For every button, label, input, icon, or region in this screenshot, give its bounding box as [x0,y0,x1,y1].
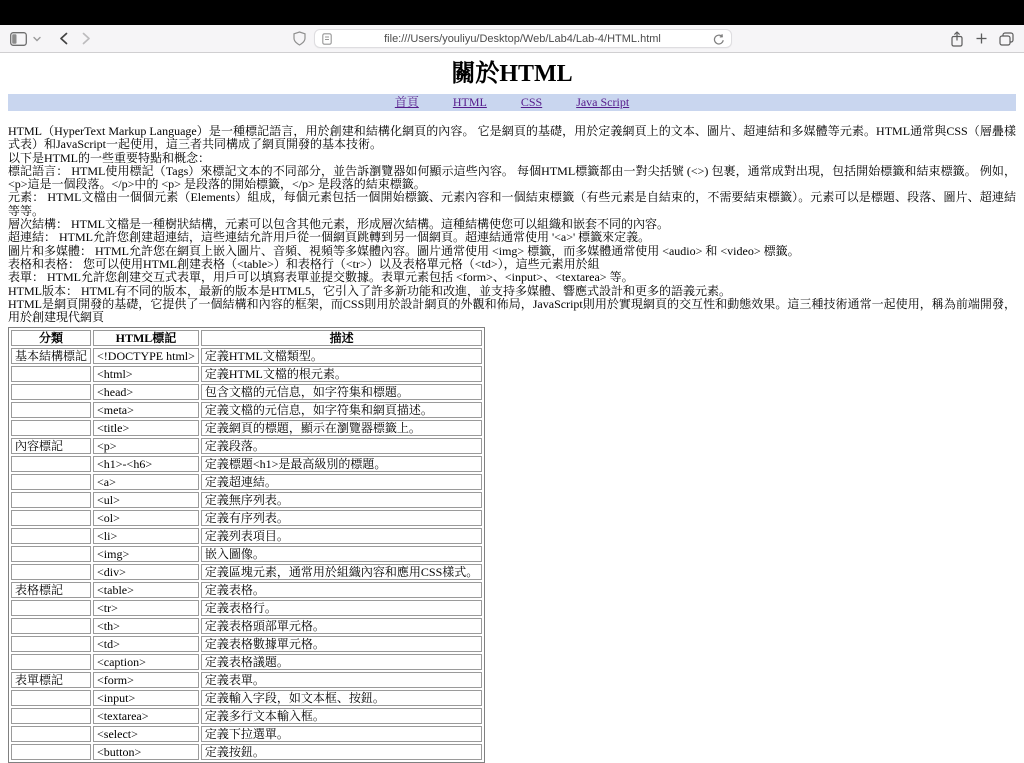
description-cell: 包含文檔的元信息，如字符集和標題。 [201,384,482,400]
tag-cell: <form> [93,672,199,688]
paragraph: 表單： HTML允許您創建交互式表單，用戶可以填寫表單並提交數據。表單元素包括 <form>、<input>、<textarea> 等。 [8,270,634,285]
tag-cell: <textarea> [93,708,199,724]
tag-cell: <a> [93,474,199,490]
category-cell [11,726,91,742]
category-cell [11,600,91,616]
category-cell [11,618,91,634]
tag-cell: <th> [93,618,199,634]
table-row [11,618,482,634]
share-icon [950,31,964,47]
nav-bar [8,94,1016,111]
category-cell [11,456,91,472]
back-button[interactable] [59,32,68,45]
description-cell: 定義標題<h1>是最高級別的標題。 [201,456,482,472]
description-cell: 定義段落。 [201,438,482,454]
menubar-strip [0,0,1024,25]
nav-link-html[interactable]: HTML [452,95,487,109]
paragraph: 表格和表格： 您可以使用HTML創建表格（<table>）和表格行（<tr>）以及表格單元格（<td>），這些元素用於組 [8,256,600,271]
description-cell: 定義表格議題。 [201,654,482,670]
nav-arrows [59,32,91,45]
category-cell [11,744,91,760]
reload-button[interactable] [713,33,725,46]
paragraph: 超連結： HTML允許您創建超連結，這些連結允許用戶從一個網頁跳轉到另一個網頁。超連結通常使用 '<a>' 標籤來定義。 [8,230,651,245]
description-cell: 定義多行文本輸入框。 [201,708,482,724]
description-cell: 定義表格頭部單元格。 [201,618,482,634]
category-cell [11,510,91,526]
category-cell [11,708,91,724]
address-bar[interactable] [314,29,732,48]
table-row [11,420,482,436]
tab-overview-button[interactable] [999,32,1014,46]
description-cell: 定義列表項目。 [201,528,482,544]
tag-cell: <ul> [93,492,199,508]
table-row [11,384,482,400]
table-row [11,492,482,508]
description-cell: 定義無序列表。 [201,492,482,508]
category-cell [11,546,91,562]
tag-cell: <button> [93,744,199,760]
description-cell: 定義輸入字段，如文本框、按鈕。 [201,690,482,706]
paragraph: 標記語言： HTML使用標記（Tags）來標記文本的不同部分，並告訴瀏覽器如何顯示這些內容。 每個HTML標籤都由一對尖括號 (<>) 包裹，通常成對出現，包括開始標籤和結束標籤。 例如，<p>這是一個段落。</p>中的 <p> 是段落的開始標籤，</p> 是段落的結束標籤。 [8,163,1016,192]
sidebar-toggle-button[interactable] [10,32,27,46]
table-row [11,546,482,562]
toolbar-left-group [10,32,280,46]
tag-cell: <td> [93,636,199,652]
tab-overview-icon [999,32,1014,46]
table-row [11,348,482,364]
description-cell: 定義有序列表。 [201,510,482,526]
nav-link-javascript[interactable]: Java Script [576,95,630,109]
description-cell: 定義HTML文檔的根元素。 [201,366,482,382]
privacy-shield-icon [293,31,306,46]
description-cell: 定義文檔的元信息，如字符集和網頁描述。 [201,402,482,418]
category-cell: 內容標記 [11,438,91,454]
table-row [11,438,482,454]
table-row [11,402,482,418]
column-header-category: 分類 [11,330,91,346]
table-row [11,582,482,598]
description-cell: 定義超連結。 [201,474,482,490]
paragraph: HTML是網頁開發的基礎，它提供了一個結構和內容的框架，而CSS則用於設計網頁的外觀和佈局，JavaScript則用於實現網頁的交互性和動態效果。這三種技術通常一起使用，稱為前端開發，用於創建現代網頁 [8,296,1016,325]
tag-cell: <ol> [93,510,199,526]
plus-icon [975,32,988,45]
table-row [11,744,482,760]
description-cell: 定義區塊元素，通常用於組織內容和應用CSS樣式。 [201,564,482,580]
tag-cell: <title> [93,420,199,436]
chevron-down-icon [33,36,41,42]
paragraph: 元素： HTML文檔由一個個元素（Elements）組成，每個元素包括一個開始標籤、元素內容和一個結束標籤（有些元素是自結束的，不需要結束標籤）。元素可以是標題、段落、圖片、超連結等等。 [8,190,1016,218]
paragraph: 層次結構： HTML文檔是一種樹狀結構，元素可以包含其他元素，形成層次結構。這種結構使您可以組織和嵌套不同的內容。 [8,217,670,232]
table-row [11,636,482,652]
description-cell: 定義下拉選單。 [201,726,482,742]
table-row [11,528,482,544]
tag-cell: <tr> [93,600,199,616]
tag-cell: <div> [93,564,199,580]
table-row [11,366,482,382]
category-cell [11,402,91,418]
page-title: 關於HTML [451,61,573,87]
category-cell [11,420,91,436]
forward-button[interactable] [82,32,91,45]
url-text: file:///Users/youliyu/Desktop/Web/Lab4/Lab-4/HTML.html [384,32,661,45]
table-row [11,456,482,472]
column-header-tag: HTML標記 [93,330,199,346]
category-cell: 表格標記 [11,582,91,598]
tag-cell: <input> [93,690,199,706]
table-row [11,726,482,742]
tag-cell: <caption> [93,654,199,670]
browser-toolbar [0,25,1024,53]
page-document-icon[interactable] [322,33,332,45]
category-cell [11,564,91,580]
nav-link-home[interactable]: 首頁 [394,95,419,109]
toolbar-right-group [744,31,1014,47]
table-row [11,708,482,724]
category-cell [11,528,91,544]
column-header-description: 描述 [201,330,482,346]
html-tag-table [8,327,485,763]
tag-table-body [11,348,482,760]
category-cell [11,474,91,490]
category-cell [11,690,91,706]
tag-cell: <meta> [93,402,199,418]
tag-cell: <!DOCTYPE html> [93,348,199,364]
table-row [11,564,482,580]
chevron-right-icon [82,32,91,45]
table-row [11,600,482,616]
category-cell: 表單標記 [11,672,91,688]
privacy-report-button[interactable] [293,31,306,46]
category-cell [11,384,91,400]
description-cell: 定義HTML文檔類型。 [201,348,482,364]
description-cell: 定義表單。 [201,672,482,688]
description-cell: 定義表格行。 [201,600,482,616]
paragraph: 以下是HTML的一些重要特點和概念： [8,150,210,165]
tag-cell: <html> [93,366,199,382]
new-tab-button[interactable] [975,32,988,45]
toolbar-center-group [280,29,744,48]
category-cell [11,654,91,670]
description-cell: 嵌入圖像。 [201,546,482,562]
table-row [11,654,482,670]
paragraph: HTML版本： HTML有不同的版本，最新的版本是HTML5，它引入了許多新功能和改進，並支持多媒體、響應式設計和更多的語義元素。 [8,283,731,298]
intro-paragraphs [8,125,1016,324]
tag-cell: <img> [93,546,199,562]
tag-cell: <select> [93,726,199,742]
paragraph: 圖片和多媒體： HTML允許您在網頁上嵌入圖片、音頻、視頻等多媒體內容。圖片通常使用 <img> 標籤，而多媒體通常使用 <audio> 和 <video> 標籤。 [8,243,800,258]
tag-cell: <p> [93,438,199,454]
sidebar-chevron-button[interactable] [33,36,41,42]
sidebar-icon [10,32,27,46]
paragraph: HTML（HyperText Markup Language）是一種標記語言，用於創建和結構化網頁的內容。 它是網頁的基礎，用於定義網頁上的文本、圖片、超連結和多媒體等元素。HTML通常與CSS（層疊樣式表）和JavaScript一起使用，這三者共同構成了網頁開發的基本技術。 [8,124,1016,152]
category-cell [11,636,91,652]
tag-cell: <head> [93,384,199,400]
category-cell: 基本結構標記 [11,348,91,364]
chevron-left-icon [59,32,68,45]
description-cell: 定義按鈕。 [201,744,482,760]
table-row [11,690,482,706]
category-cell [11,366,91,382]
table-header-row [11,330,482,346]
table-row [11,474,482,490]
description-cell: 定義表格。 [201,582,482,598]
description-cell: 定義網頁的標題，顯示在瀏覽器標籤上。 [201,420,482,436]
tag-cell: <h1>-<h6> [93,456,199,472]
web-page-content [0,60,1024,763]
nav-link-css[interactable]: CSS [520,95,543,109]
reload-icon [713,33,725,46]
tag-cell: <li> [93,528,199,544]
table-row [11,672,482,688]
category-cell [11,492,91,508]
tag-cell: <table> [93,582,199,598]
share-button[interactable] [950,31,964,47]
table-row [11,510,482,526]
description-cell: 定義表格數據單元格。 [201,636,482,652]
